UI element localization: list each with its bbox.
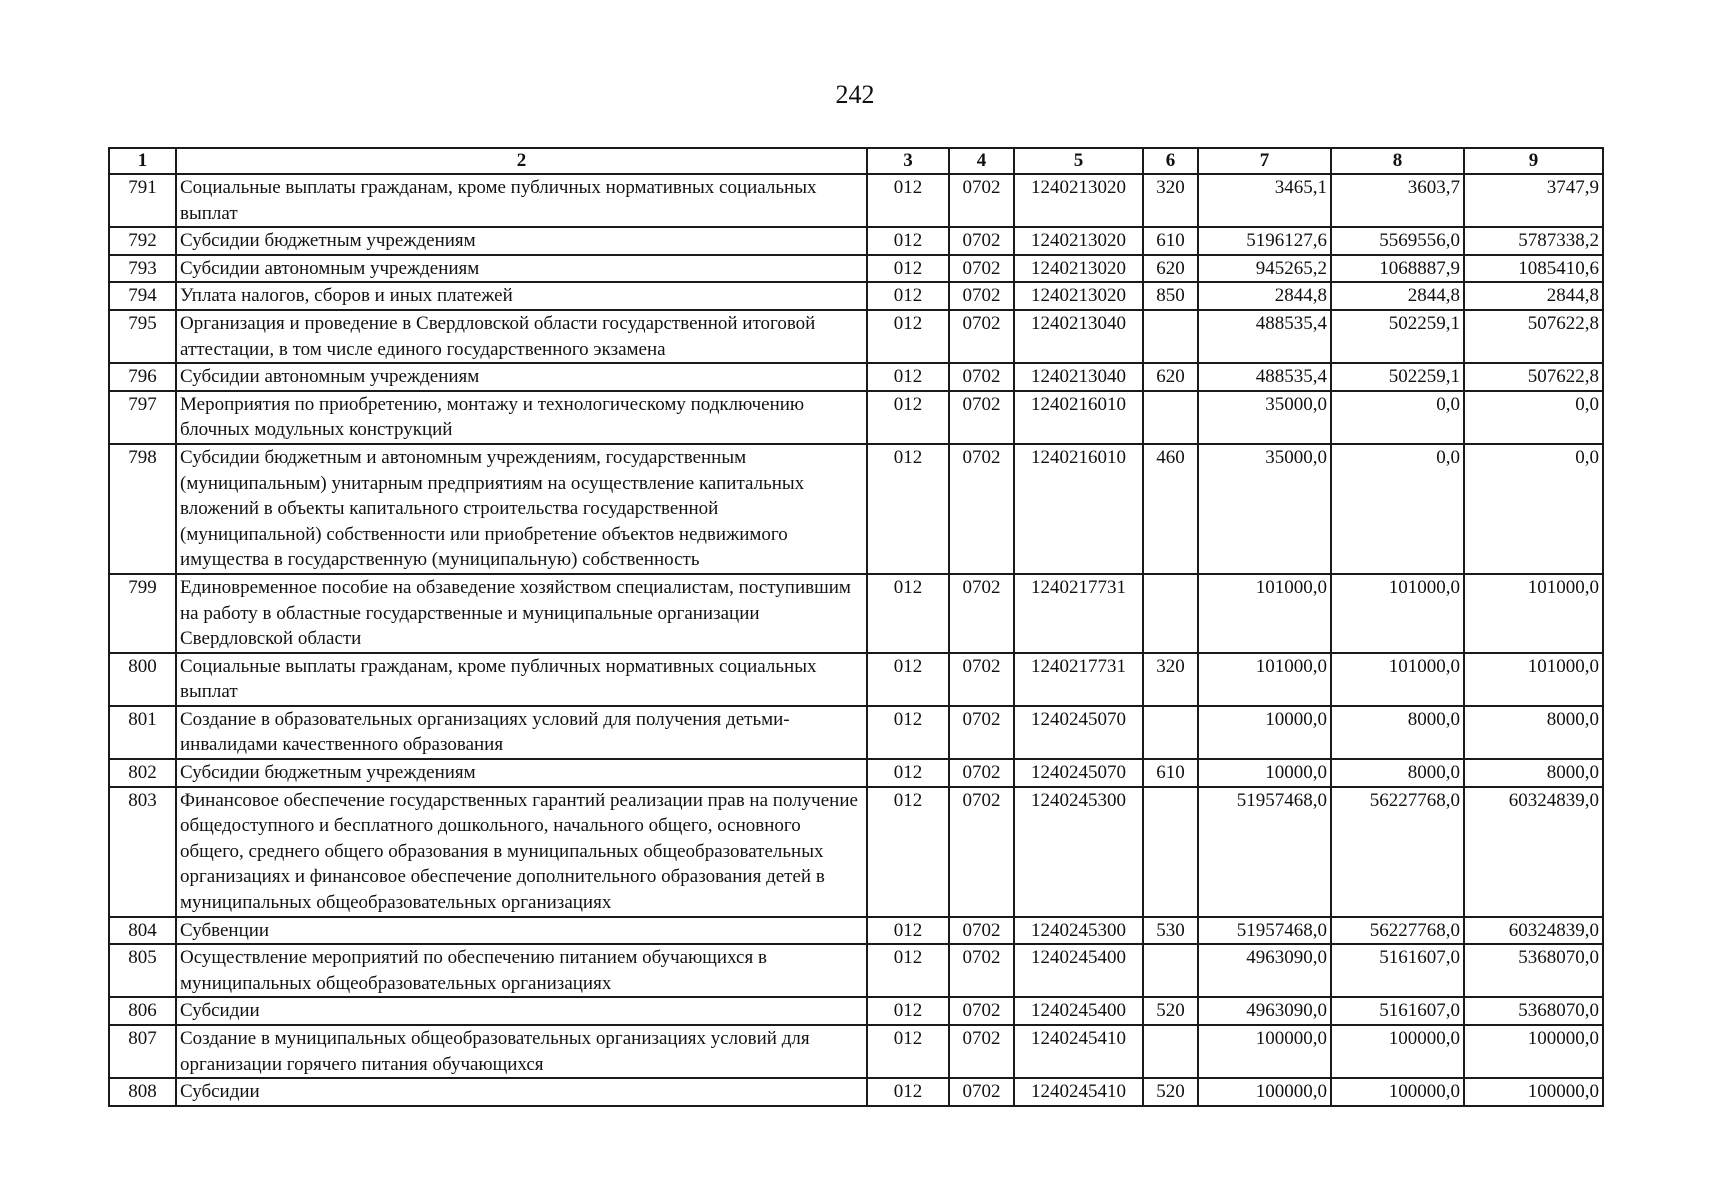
table-row: [109, 997, 1603, 1025]
target-article-code: 1240245400: [1014, 997, 1143, 1025]
expense-type-code: 320: [1143, 174, 1198, 227]
amount-col-9: 5368070,0: [1464, 997, 1603, 1025]
amount-col-7: 101000,0: [1198, 653, 1331, 706]
row-number: 800: [109, 653, 176, 706]
row-number: 808: [109, 1078, 176, 1106]
section-code: 0702: [949, 391, 1014, 444]
amount-col-9: 60324839,0: [1464, 787, 1603, 917]
amount-col-7: 5196127,6: [1198, 227, 1331, 255]
table-row: [109, 227, 1603, 255]
target-article-code: 1240245400: [1014, 944, 1143, 997]
row-number: 797: [109, 391, 176, 444]
amount-col-9: 1085410,6: [1464, 255, 1603, 283]
amount-col-7: 51957468,0: [1198, 917, 1331, 945]
amount-col-9: 5368070,0: [1464, 944, 1603, 997]
amount-col-7: 3465,1: [1198, 174, 1331, 227]
amount-col-9: 0,0: [1464, 444, 1603, 574]
target-article-code: 1240213020: [1014, 282, 1143, 310]
amount-col-7: 488535,4: [1198, 310, 1331, 363]
target-article-code: 1240245410: [1014, 1025, 1143, 1078]
section-code: 0702: [949, 255, 1014, 283]
table-row: [109, 444, 1603, 574]
ministry-code: 012: [867, 391, 949, 444]
amount-col-8: 101000,0: [1331, 574, 1464, 653]
item-name: Субсидии автономным учреждениям: [176, 363, 867, 391]
item-name: Единовременное пособие на обзаведение хозяйством специалистам, поступившим на работу в областные государственные и муниципальные организации Свердловской области: [176, 574, 867, 653]
table-row: [109, 706, 1603, 759]
amount-col-9: 8000,0: [1464, 759, 1603, 787]
amount-col-9: 0,0: [1464, 391, 1603, 444]
amount-col-9: 507622,8: [1464, 310, 1603, 363]
section-code: 0702: [949, 1078, 1014, 1106]
ministry-code: 012: [867, 227, 949, 255]
amount-col-9: 8000,0: [1464, 706, 1603, 759]
ministry-code: 012: [867, 444, 949, 574]
amount-col-8: 101000,0: [1331, 653, 1464, 706]
table-row: [109, 944, 1603, 997]
table-row: [109, 574, 1603, 653]
amount-col-8: 2844,8: [1331, 282, 1464, 310]
column-header: 5: [1014, 148, 1143, 174]
item-name: Субсидии бюджетным и автономным учреждениям, государственным (муниципальным) унитарным предприятиям на осуществление капитальных вложений в объекты капитального строительства государственной (муниципальной) собственности или приобретение объектов недвижимого имущества в государственную (муниципальную) собственность: [176, 444, 867, 574]
ministry-code: 012: [867, 653, 949, 706]
amount-col-8: 100000,0: [1331, 1025, 1464, 1078]
header-row: [109, 148, 1603, 174]
amount-col-9: 3747,9: [1464, 174, 1603, 227]
section-code: 0702: [949, 227, 1014, 255]
item-name: Финансовое обеспечение государственных гарантий реализации прав на получение общедоступного и бесплатного дошкольного, начального общего, основного общего, среднего общего образования в муниципальных общеобразовательных организациях и финансовое обеспечение дополнительного образования детей в муниципальных общеобразовательных организациях: [176, 787, 867, 917]
amount-col-7: 488535,4: [1198, 363, 1331, 391]
amount-col-8: 56227768,0: [1331, 787, 1464, 917]
expense-type-code: 610: [1143, 759, 1198, 787]
target-article-code: 1240213040: [1014, 363, 1143, 391]
ministry-code: 012: [867, 574, 949, 653]
row-number: 799: [109, 574, 176, 653]
column-header: 1: [109, 148, 176, 174]
row-number: 802: [109, 759, 176, 787]
amount-col-8: 8000,0: [1331, 706, 1464, 759]
row-number: 794: [109, 282, 176, 310]
target-article-code: 1240217731: [1014, 574, 1143, 653]
amount-col-7: 100000,0: [1198, 1078, 1331, 1106]
amount-col-8: 502259,1: [1331, 363, 1464, 391]
row-number: 796: [109, 363, 176, 391]
amount-col-7: 35000,0: [1198, 391, 1331, 444]
amount-col-8: 502259,1: [1331, 310, 1464, 363]
expense-type-code: 520: [1143, 997, 1198, 1025]
section-code: 0702: [949, 282, 1014, 310]
row-number: 795: [109, 310, 176, 363]
ministry-code: 012: [867, 787, 949, 917]
amount-col-7: 51957468,0: [1198, 787, 1331, 917]
section-code: 0702: [949, 310, 1014, 363]
amount-col-8: 5161607,0: [1331, 944, 1464, 997]
item-name: Социальные выплаты гражданам, кроме публичных нормативных социальных выплат: [176, 653, 867, 706]
row-number: 793: [109, 255, 176, 283]
table-row: [109, 787, 1603, 917]
amount-col-7: 100000,0: [1198, 1025, 1331, 1078]
section-code: 0702: [949, 706, 1014, 759]
amount-col-7: 2844,8: [1198, 282, 1331, 310]
expense-type-code: [1143, 706, 1198, 759]
section-code: 0702: [949, 917, 1014, 945]
row-number: 798: [109, 444, 176, 574]
column-header: 9: [1464, 148, 1603, 174]
item-name: Создание в образовательных организациях условий для получения детьми-инвалидами качественного образования: [176, 706, 867, 759]
row-number: 804: [109, 917, 176, 945]
ministry-code: 012: [867, 282, 949, 310]
section-code: 0702: [949, 759, 1014, 787]
ministry-code: 012: [867, 759, 949, 787]
section-code: 0702: [949, 174, 1014, 227]
expense-type-code: 850: [1143, 282, 1198, 310]
item-name: Субсидии бюджетным учреждениям: [176, 227, 867, 255]
row-number: 801: [109, 706, 176, 759]
section-code: 0702: [949, 944, 1014, 997]
amount-col-8: 0,0: [1331, 444, 1464, 574]
item-name: Социальные выплаты гражданам, кроме публичных нормативных социальных выплат: [176, 174, 867, 227]
amount-col-8: 8000,0: [1331, 759, 1464, 787]
section-code: 0702: [949, 653, 1014, 706]
table-row: [109, 1025, 1603, 1078]
row-number: 807: [109, 1025, 176, 1078]
amount-col-7: 10000,0: [1198, 706, 1331, 759]
table-row: [109, 310, 1603, 363]
budget-table: [108, 147, 1604, 1107]
column-header: 3: [867, 148, 949, 174]
amount-col-9: 60324839,0: [1464, 917, 1603, 945]
ministry-code: 012: [867, 997, 949, 1025]
item-name: Мероприятия по приобретению, монтажу и технологическому подключению блочных модульных конструкций: [176, 391, 867, 444]
expense-type-code: [1143, 1025, 1198, 1078]
amount-col-9: 2844,8: [1464, 282, 1603, 310]
table-row: [109, 1078, 1603, 1106]
amount-col-8: 100000,0: [1331, 1078, 1464, 1106]
column-header: 7: [1198, 148, 1331, 174]
table-row: [109, 653, 1603, 706]
item-name: Организация и проведение в Свердловской области государственной итоговой аттестации, в том числе единого государственного экзамена: [176, 310, 867, 363]
ministry-code: 012: [867, 255, 949, 283]
target-article-code: 1240217731: [1014, 653, 1143, 706]
amount-col-9: 101000,0: [1464, 653, 1603, 706]
row-number: 792: [109, 227, 176, 255]
table-row: [109, 174, 1603, 227]
target-article-code: 1240216010: [1014, 391, 1143, 444]
expense-type-code: [1143, 310, 1198, 363]
target-article-code: 1240213020: [1014, 227, 1143, 255]
expense-type-code: [1143, 787, 1198, 917]
item-name: Создание в муниципальных общеобразовательных организациях условий для организации горячего питания обучающихся: [176, 1025, 867, 1078]
ministry-code: 012: [867, 1078, 949, 1106]
ministry-code: 012: [867, 1025, 949, 1078]
expense-type-code: [1143, 391, 1198, 444]
target-article-code: 1240245300: [1014, 917, 1143, 945]
row-number: 791: [109, 174, 176, 227]
expense-type-code: 620: [1143, 255, 1198, 283]
column-header: 4: [949, 148, 1014, 174]
item-name: Осуществление мероприятий по обеспечению питанием обучающихся в муниципальных общеобразовательных организациях: [176, 944, 867, 997]
expense-type-code: 530: [1143, 917, 1198, 945]
ministry-code: 012: [867, 174, 949, 227]
item-name: Субсидии бюджетным учреждениям: [176, 759, 867, 787]
target-article-code: 1240245300: [1014, 787, 1143, 917]
target-article-code: 1240245410: [1014, 1078, 1143, 1106]
amount-col-7: 35000,0: [1198, 444, 1331, 574]
table-row: [109, 282, 1603, 310]
table-row: [109, 391, 1603, 444]
column-header: 8: [1331, 148, 1464, 174]
item-name: Уплата налогов, сборов и иных платежей: [176, 282, 867, 310]
expense-type-code: 520: [1143, 1078, 1198, 1106]
table-row: [109, 363, 1603, 391]
section-code: 0702: [949, 363, 1014, 391]
target-article-code: 1240213020: [1014, 255, 1143, 283]
table-row: [109, 759, 1603, 787]
amount-col-7: 101000,0: [1198, 574, 1331, 653]
expense-type-code: [1143, 944, 1198, 997]
amount-col-9: 101000,0: [1464, 574, 1603, 653]
row-number: 803: [109, 787, 176, 917]
amount-col-9: 507622,8: [1464, 363, 1603, 391]
target-article-code: 1240245070: [1014, 759, 1143, 787]
expense-type-code: 460: [1143, 444, 1198, 574]
amount-col-8: 1068887,9: [1331, 255, 1464, 283]
expense-type-code: [1143, 574, 1198, 653]
amount-col-7: 10000,0: [1198, 759, 1331, 787]
amount-col-7: 945265,2: [1198, 255, 1331, 283]
amount-col-7: 4963090,0: [1198, 944, 1331, 997]
row-number: 806: [109, 997, 176, 1025]
expense-type-code: 320: [1143, 653, 1198, 706]
amount-col-8: 56227768,0: [1331, 917, 1464, 945]
expense-type-code: 610: [1143, 227, 1198, 255]
item-name: Субсидии автономным учреждениям: [176, 255, 867, 283]
target-article-code: 1240216010: [1014, 444, 1143, 574]
target-article-code: 1240245070: [1014, 706, 1143, 759]
table-row: [109, 255, 1603, 283]
row-number: 805: [109, 944, 176, 997]
item-name: Субсидии: [176, 1078, 867, 1106]
amount-col-9: 100000,0: [1464, 1025, 1603, 1078]
table-row: [109, 917, 1603, 945]
ministry-code: 012: [867, 363, 949, 391]
target-article-code: 1240213020: [1014, 174, 1143, 227]
item-name: Субвенции: [176, 917, 867, 945]
section-code: 0702: [949, 787, 1014, 917]
section-code: 0702: [949, 444, 1014, 574]
amount-col-7: 4963090,0: [1198, 997, 1331, 1025]
section-code: 0702: [949, 574, 1014, 653]
amount-col-8: 5161607,0: [1331, 997, 1464, 1025]
amount-col-8: 3603,7: [1331, 174, 1464, 227]
amount-col-9: 100000,0: [1464, 1078, 1603, 1106]
section-code: 0702: [949, 1025, 1014, 1078]
column-header: 6: [1143, 148, 1198, 174]
ministry-code: 012: [867, 310, 949, 363]
amount-col-8: 0,0: [1331, 391, 1464, 444]
amount-col-9: 5787338,2: [1464, 227, 1603, 255]
amount-col-8: 5569556,0: [1331, 227, 1464, 255]
expense-type-code: 620: [1143, 363, 1198, 391]
target-article-code: 1240213040: [1014, 310, 1143, 363]
ministry-code: 012: [867, 917, 949, 945]
ministry-code: 012: [867, 944, 949, 997]
item-name: Субсидии: [176, 997, 867, 1025]
column-header: 2: [176, 148, 867, 174]
table-body: [109, 174, 1603, 1106]
page-number: 242: [835, 80, 875, 109]
section-code: 0702: [949, 997, 1014, 1025]
ministry-code: 012: [867, 706, 949, 759]
